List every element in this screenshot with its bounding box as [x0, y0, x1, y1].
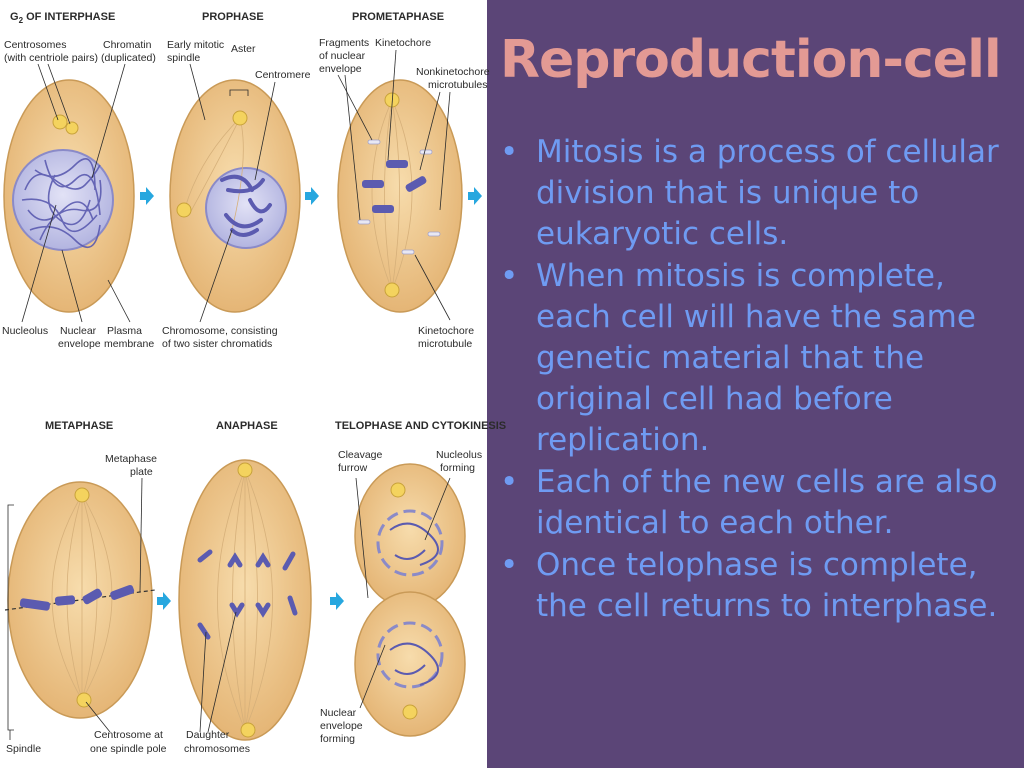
label-nuclear-envelope-forming-2: envelope [320, 720, 363, 732]
bullet-text: Each of the new cells are also identical to each other. [536, 464, 998, 541]
label-daughter-chromosomes: Daughter [186, 729, 230, 741]
label-kinetochore-microtubule-2: microtubule [418, 338, 473, 350]
arrow-icon [140, 187, 154, 205]
stage-header-metaphase: METAPHASE [45, 420, 114, 432]
stage-header-telophase: TELOPHASE AND CYTOKINESIS [335, 420, 507, 432]
cell-telophase [355, 464, 465, 736]
label-nuclear-envelope-forming: Nuclear [320, 707, 357, 719]
label-nuclear-envelope: Nuclear [60, 325, 97, 337]
label-centrosomes-2: (with centriole pairs) [4, 52, 98, 64]
label-cleavage-furrow-2: furrow [338, 462, 368, 474]
label-early-spindle: Early mitotic [167, 39, 225, 51]
label-nucleolus: Nucleolus [2, 325, 49, 337]
bullet-icon: • [500, 464, 519, 500]
arrow-icon [157, 592, 171, 610]
bullet-item [500, 545, 1020, 627]
label-kinetochore: Kinetochore [375, 37, 432, 49]
label-nonkinetochore-2: microtubules [428, 79, 488, 91]
bullet-item [500, 256, 1020, 461]
label-kinetochore-microtubule: Kinetochore [418, 325, 475, 337]
label-fragments-2: of nuclear [319, 50, 366, 62]
cell-metaphase [5, 482, 155, 718]
label-plasma-membrane-2: membrane [104, 338, 155, 350]
stage-header-prometaphase: PROMETAPHASE [352, 11, 445, 23]
bullet-text: Mitosis is a process of cellular division that is unique to eukaryotic cells. [536, 134, 999, 252]
label-centrosome-pole: Centrosome at [94, 729, 163, 741]
stage-header-prophase: PROPHASE [202, 11, 264, 23]
stage-header-anaphase: ANAPHASE [216, 420, 278, 432]
label-nuclear-envelope-2: envelope [58, 338, 101, 350]
bullet-text: Once telophase is complete, the cell returns to interphase. [536, 547, 998, 624]
label-spindle: Spindle [6, 743, 42, 755]
slide-title: Reproduction-cell [500, 30, 1001, 90]
label-centrosome-pole-2: one spindle pole [90, 743, 167, 755]
label-fragments-3: envelope [319, 63, 362, 75]
arrow-icon [330, 592, 344, 610]
label-chromosome-2: of two sister chromatids [162, 338, 273, 350]
label-early-spindle-2: spindle [167, 52, 201, 64]
label-nuclear-envelope-forming-3: forming [320, 733, 356, 745]
label-centromere: Centromere [255, 69, 311, 81]
label-aster: Aster [231, 43, 256, 55]
label-metaphase-plate: Metaphase [105, 453, 157, 465]
label-chromosome: Chromosome, consisting [162, 325, 278, 337]
mitosis-figure [0, 0, 507, 768]
label-centrosomes: Centrosomes [4, 39, 67, 51]
label-nucleolus-forming-2: forming [440, 462, 476, 474]
label-nonkinetochore: Nonkinetochore [416, 66, 490, 78]
bullet-icon: • [500, 134, 519, 170]
cell-prophase [170, 80, 300, 312]
label-daughter-chromosomes-2: chromosomes [184, 743, 250, 755]
arrow-icon [305, 187, 319, 205]
stage-header-g2: $G_2$ OF INTERPHASE [10, 11, 116, 25]
label-metaphase-plate-2: plate [130, 466, 153, 478]
label-cleavage-furrow: Cleavage [338, 449, 383, 461]
cell-prometaphase [338, 80, 462, 312]
bullet-item [500, 462, 1020, 544]
label-plasma-membrane: Plasma [107, 325, 143, 337]
cell-anaphase [179, 460, 311, 740]
bullet-item [500, 132, 1020, 255]
bullet-icon: • [500, 258, 519, 294]
label-chromatin: Chromatin [103, 39, 152, 51]
arrow-icon [468, 187, 482, 205]
bullet-icon: • [500, 547, 519, 583]
bullet-list [500, 132, 1020, 628]
label-nucleolus-forming: Nucleolus [436, 449, 483, 461]
label-chromatin-2: (duplicated) [101, 52, 156, 64]
label-fragments: Fragments [319, 37, 370, 49]
cell-g2-interphase [4, 80, 134, 312]
bullet-text: When mitosis is complete, each cell will have the same genetic material that the original cell had before replication. [536, 258, 976, 458]
